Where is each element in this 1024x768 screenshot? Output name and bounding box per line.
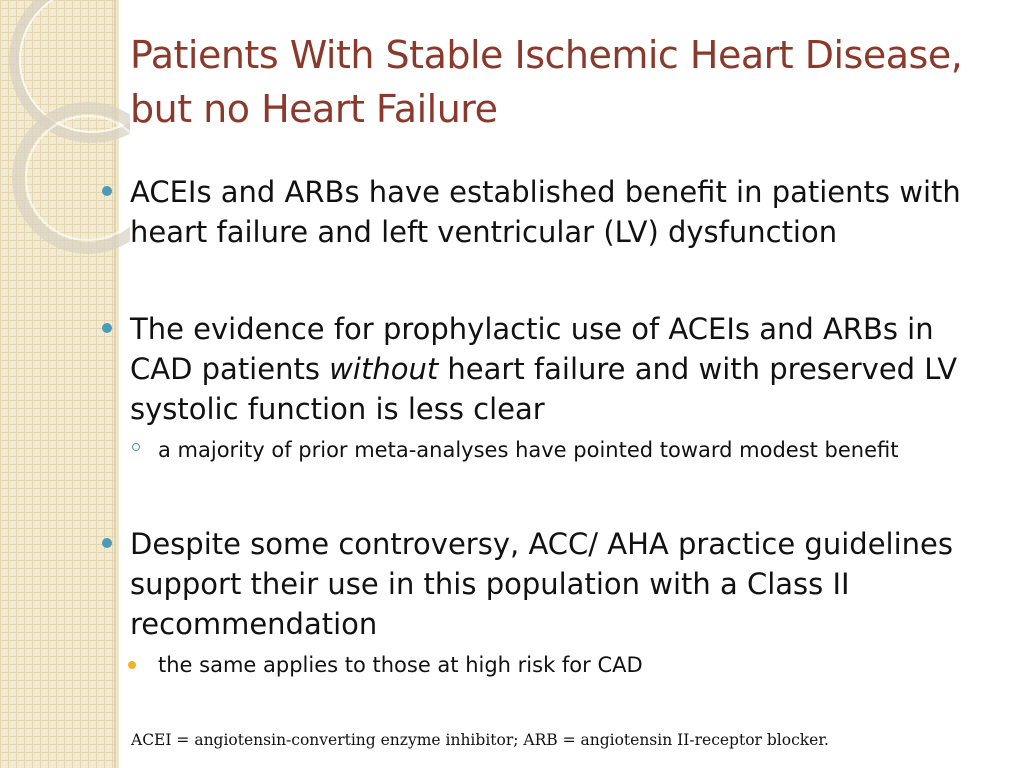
bullet-emphasis: without xyxy=(329,352,439,386)
sub-bullet-ring-icon xyxy=(132,443,140,451)
sub-bullet-item xyxy=(100,435,1000,465)
bullet-text: Despite some controversy, ACC/ AHA practice guidelines support their use in this population with a Class II recommendation xyxy=(130,527,953,641)
bullet-text-part: heart failure and with preserved LV systolic function is less clear xyxy=(130,352,958,426)
bullet-text: ACEIs and ARBs have established benefit in patients with heart failure and left ventricular (LV) dysfunction xyxy=(130,175,961,249)
slide-title-line2: but no Heart Failure xyxy=(130,87,498,131)
sub-bullet-text: the same applies to those at high risk for CAD xyxy=(158,653,643,677)
footnote: ACEI = angiotensin-converting enzyme inhibitor; ARB = angiotensin II-receptor blocker. xyxy=(131,731,829,749)
bullet-dot-icon xyxy=(102,323,112,333)
sub-bullet-text: a majority of prior meta-analyses have pointed toward modest benefit xyxy=(158,438,899,462)
sub-bullet-dot-icon xyxy=(128,661,136,669)
slide-title xyxy=(130,28,990,136)
bullet-item xyxy=(100,524,1000,644)
bullet-dot-icon xyxy=(102,538,112,548)
slide-body xyxy=(100,172,1000,680)
bullet-text-part: The evidence for prophylactic use of ACEIs and ARBs in CAD patients xyxy=(130,312,934,386)
bullet-dot-icon xyxy=(102,186,112,196)
bullet-item xyxy=(100,172,1000,252)
bullet-item xyxy=(100,309,1000,429)
sub-bullet-item xyxy=(100,650,1000,680)
slide-title-line1: Patients With Stable Ischemic Heart Disease, xyxy=(130,33,963,77)
